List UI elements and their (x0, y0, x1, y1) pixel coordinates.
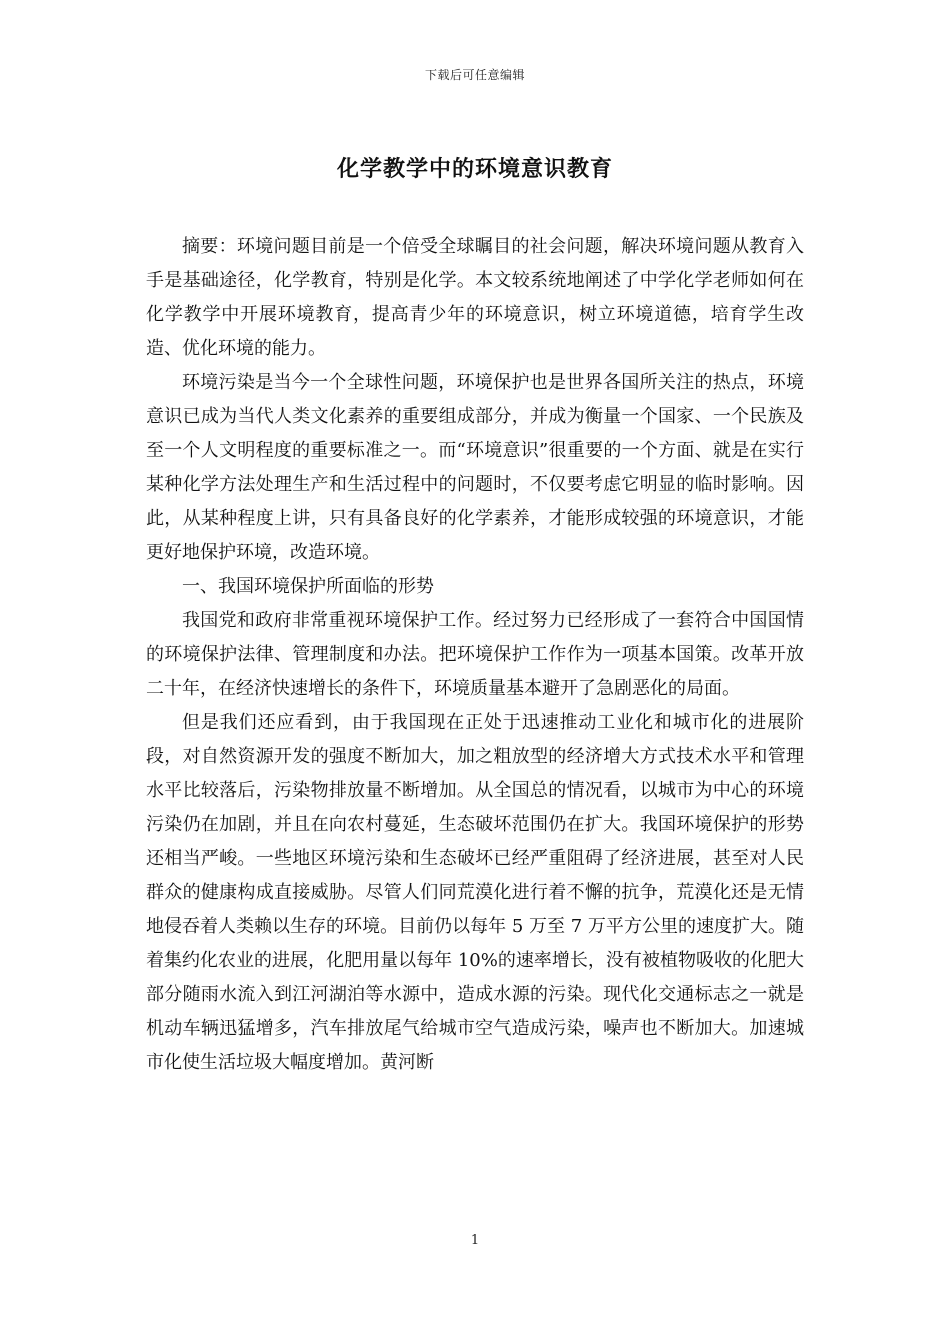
section-heading: 一、我国环境保护所面临的形势 (182, 576, 434, 597)
page-number: 1 (470, 1233, 480, 1248)
abstract-paragraph: 摘要：环境问题目前是一个倍受全球瞩目的社会问题，解决环境问题从教育入手是基础途径，化学教育，特别是化学。本文较系统地阐述了中学化学老师如何在化学教学中开展环境教育，提高青少年的环境意识，树立环境道德，培育学生改造、优化环境的能力。 (146, 236, 804, 359)
body-paragraph: 环境污染是当今一个全球性问题，环境保护也是世界各国所关注的热点，环境意识已成为当代人类文化素养的重要组成部分，并成为衡量一个国家、一个民族及至一个人文明程度的重要标准之一。而“环境意识”很重要的一个方面、就是在实行某种化学方法处理生产和生活过程中的问题时，不仅要考虑它明显的临时影响。因此，从某种程度上讲，只有具备良好的化学素养，才能形成较强的环境意识，才能更好地保护环境，改造环境。 (146, 372, 804, 563)
document-body (146, 230, 804, 1080)
body-paragraph: 我国党和政府非常重视环境保护工作。经过努力已经形成了一套符合中国国情的环境保护法律、管理制度和办法。把环境保护工作作为一项基本国策。改革开放二十年，在经济快速增长的条件下，环境质量基本避开了急剧恶化的局面。 (146, 610, 804, 699)
document-title: 化学教学中的环境意识教育 (336, 156, 613, 182)
page-header-note: 下载后可任意编辑 (424, 68, 525, 82)
body-paragraph: 但是我们还应看到，由于我国现在正处于迅速推动工业化和城市化的进展阶段，对自然资源开发的强度不断加大，加之粗放型的经济增大方式技术水平和管理水平比较落后，污染物排放量不断增加。从全国总的情况看，以城市为中心的环境污染仍在加剧，并且在向农村蔓延，生态破坏范围仍在扩大。我国环境保护的形势还相当严峻。一些地区环境污染和生态破坏已经严重阻碍了经济进展，甚至对人民群众的健康构成直接威胁。尽管人们同荒漠化进行着不懈的抗争，荒漠化还是无情地侵吞着人类赖以生存的环境。目前仍以每年 5 万至 7 万平方公里的速度扩大。随着集约化农业的进展，化肥用量以每年 10%的速率增长，没有被植物吸收的化肥大部分随雨水流入到江河湖泊等水源中，造成水源的污染。现代化交通标志之一就是机动车辆迅猛增多，汽车排放尾气给城市空气造成污染，噪声也不断加大。加速城市化使生活垃圾大幅度增加。黄河断 (146, 712, 804, 1073)
